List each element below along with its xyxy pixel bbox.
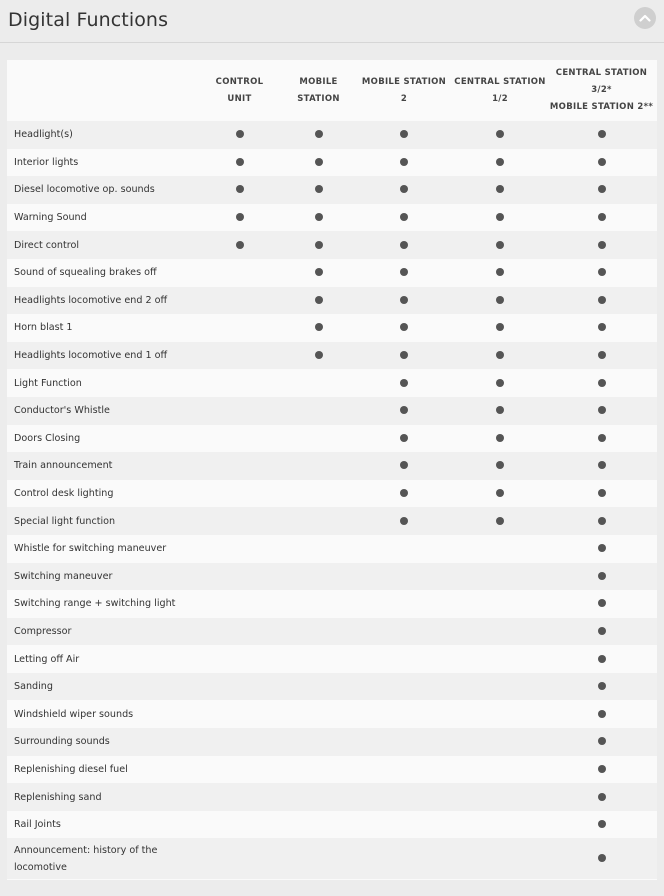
table-row [7, 673, 657, 701]
support-cell [283, 645, 354, 673]
support-cell [546, 811, 657, 839]
support-cell [196, 783, 283, 811]
support-cell [454, 369, 546, 397]
supported-dot-icon [400, 434, 408, 442]
supported-dot-icon [598, 599, 606, 607]
support-cell [454, 397, 546, 425]
column-header-device: CENTRAL STATION 3/2* MOBILE STATION 2** [549, 68, 654, 112]
support-cell [196, 645, 283, 673]
supported-dot-icon [598, 854, 606, 862]
support-cell [196, 700, 283, 728]
function-label: Horn blast 1 [7, 314, 196, 342]
supported-dot-icon [400, 296, 408, 304]
supported-dot-icon [315, 323, 323, 331]
supported-dot-icon [598, 737, 606, 745]
supported-dot-icon [315, 158, 323, 166]
support-cell [196, 590, 283, 618]
support-cell [546, 425, 657, 453]
support-cell [454, 231, 546, 259]
supported-dot-icon [598, 158, 606, 166]
column-header-function [7, 60, 196, 121]
supported-dot-icon [236, 185, 244, 193]
supported-dot-icon [598, 627, 606, 635]
collapse-button[interactable] [634, 7, 656, 29]
supported-dot-icon [496, 351, 504, 359]
table-row [7, 452, 657, 480]
support-cell [354, 645, 454, 673]
supported-dot-icon [400, 130, 408, 138]
support-cell [283, 563, 354, 591]
support-cell [454, 507, 546, 535]
table-row [7, 121, 657, 149]
supported-dot-icon [496, 406, 504, 414]
table-row [7, 259, 657, 287]
supported-dot-icon [496, 158, 504, 166]
supported-dot-icon [598, 185, 606, 193]
support-cell [283, 342, 354, 370]
support-cell [283, 149, 354, 177]
column-header-device: MOBILE STATION [297, 76, 340, 104]
support-cell [354, 204, 454, 232]
supported-dot-icon [496, 434, 504, 442]
support-cell [546, 452, 657, 480]
support-cell [283, 811, 354, 839]
support-cell [454, 700, 546, 728]
support-cell [196, 838, 283, 879]
support-cell [283, 369, 354, 397]
support-cell [196, 756, 283, 784]
chevron-up-icon [639, 13, 651, 23]
support-cell [354, 480, 454, 508]
supported-dot-icon [598, 213, 606, 221]
table-row [7, 563, 657, 591]
supported-dot-icon [598, 489, 606, 497]
support-cell [354, 783, 454, 811]
table-row [7, 176, 657, 204]
support-cell [283, 259, 354, 287]
support-cell [454, 480, 546, 508]
support-cell [546, 204, 657, 232]
function-label: Special light function [7, 507, 196, 535]
function-label: Announcement: history of the locomotive [7, 838, 196, 879]
support-cell [546, 700, 657, 728]
support-cell [196, 728, 283, 756]
support-cell [454, 425, 546, 453]
support-cell [546, 563, 657, 591]
support-cell [354, 673, 454, 701]
support-cell [546, 783, 657, 811]
support-cell [283, 590, 354, 618]
supported-dot-icon [598, 434, 606, 442]
support-cell [354, 314, 454, 342]
support-cell [283, 480, 354, 508]
supported-dot-icon [496, 213, 504, 221]
support-cell [354, 121, 454, 149]
supported-dot-icon [496, 185, 504, 193]
supported-dot-icon [496, 323, 504, 331]
supported-dot-icon [598, 406, 606, 414]
support-cell [354, 590, 454, 618]
supported-dot-icon [315, 351, 323, 359]
support-cell [454, 728, 546, 756]
support-cell [546, 176, 657, 204]
supported-dot-icon [598, 655, 606, 663]
supported-dot-icon [598, 351, 606, 359]
support-cell [283, 231, 354, 259]
support-cell [454, 563, 546, 591]
table-row [7, 535, 657, 563]
supported-dot-icon [400, 461, 408, 469]
supported-dot-icon [598, 820, 606, 828]
function-label: Control desk lighting [7, 480, 196, 508]
support-cell [196, 314, 283, 342]
function-label: Interior lights [7, 149, 196, 177]
table-row [7, 397, 657, 425]
table-row [7, 590, 657, 618]
supported-dot-icon [315, 213, 323, 221]
table-row [7, 811, 657, 839]
support-cell [196, 259, 283, 287]
supported-dot-icon [400, 158, 408, 166]
support-cell [354, 369, 454, 397]
supported-dot-icon [236, 130, 244, 138]
support-cell [354, 149, 454, 177]
supported-dot-icon [496, 517, 504, 525]
function-label: Sound of squealing brakes off [7, 259, 196, 287]
supported-dot-icon [315, 268, 323, 276]
function-label: Warning Sound [7, 204, 196, 232]
function-label: Direct control [7, 231, 196, 259]
support-cell [354, 700, 454, 728]
support-cell [283, 121, 354, 149]
support-cell [196, 231, 283, 259]
supported-dot-icon [598, 682, 606, 690]
support-cell [196, 452, 283, 480]
column-header-device: CENTRAL STATION 1/2 [454, 76, 546, 104]
table-row [7, 783, 657, 811]
supported-dot-icon [598, 544, 606, 552]
support-cell [454, 618, 546, 646]
support-cell [354, 259, 454, 287]
support-cell [283, 425, 354, 453]
support-cell [546, 342, 657, 370]
function-label: Light Function [7, 369, 196, 397]
support-cell [354, 563, 454, 591]
supported-dot-icon [496, 489, 504, 497]
support-cell [546, 645, 657, 673]
support-cell [546, 259, 657, 287]
support-cell [454, 287, 546, 315]
support-cell [354, 507, 454, 535]
supported-dot-icon [236, 241, 244, 249]
function-label: Whistle for switching maneuver [7, 535, 196, 563]
supported-dot-icon [598, 461, 606, 469]
supported-dot-icon [598, 268, 606, 276]
support-cell [196, 673, 283, 701]
function-label: Sanding [7, 673, 196, 701]
support-cell [196, 121, 283, 149]
function-label: Letting off Air [7, 645, 196, 673]
digital-functions-table [7, 60, 657, 879]
support-cell [283, 700, 354, 728]
table-row [7, 645, 657, 673]
support-cell [454, 452, 546, 480]
supported-dot-icon [598, 572, 606, 580]
support-cell [454, 121, 546, 149]
function-label: Switching range + switching light [7, 590, 196, 618]
support-cell [196, 397, 283, 425]
function-label: Headlights locomotive end 1 off [7, 342, 196, 370]
function-label: Windshield wiper sounds [7, 700, 196, 728]
support-cell [454, 314, 546, 342]
supported-dot-icon [400, 489, 408, 497]
table-row [7, 342, 657, 370]
support-cell [454, 645, 546, 673]
column-header-device: CONTROL UNIT [215, 76, 264, 104]
function-label: Diesel locomotive op. sounds [7, 176, 196, 204]
supported-dot-icon [598, 793, 606, 801]
support-cell [546, 590, 657, 618]
support-cell [283, 756, 354, 784]
support-cell [196, 507, 283, 535]
supported-dot-icon [496, 461, 504, 469]
support-cell [546, 369, 657, 397]
table-row [7, 838, 657, 879]
function-label: Switching maneuver [7, 563, 196, 591]
support-cell [354, 176, 454, 204]
support-cell [196, 287, 283, 315]
support-cell [354, 728, 454, 756]
supported-dot-icon [598, 130, 606, 138]
support-cell [546, 618, 657, 646]
table-row [7, 700, 657, 728]
support-cell [196, 563, 283, 591]
supported-dot-icon [598, 379, 606, 387]
support-cell [283, 452, 354, 480]
support-cell [283, 507, 354, 535]
supported-dot-icon [598, 710, 606, 718]
support-cell [196, 176, 283, 204]
support-cell [546, 756, 657, 784]
table-row [7, 149, 657, 177]
support-cell [196, 535, 283, 563]
function-label: Conductor's Whistle [7, 397, 196, 425]
support-cell [454, 342, 546, 370]
support-cell [283, 287, 354, 315]
support-cell [454, 811, 546, 839]
support-cell [454, 149, 546, 177]
support-cell [354, 452, 454, 480]
table-row [7, 287, 657, 315]
support-cell [546, 480, 657, 508]
support-cell [454, 673, 546, 701]
support-cell [354, 535, 454, 563]
supported-dot-icon [400, 241, 408, 249]
supported-dot-icon [400, 323, 408, 331]
table-body [7, 121, 657, 879]
support-cell [546, 673, 657, 701]
table-row [7, 204, 657, 232]
support-cell [354, 838, 454, 879]
table-row [7, 480, 657, 508]
section-title: Digital Functions [8, 9, 169, 31]
support-cell [546, 507, 657, 535]
support-cell [354, 342, 454, 370]
function-label: Doors Closing [7, 425, 196, 453]
support-cell [546, 149, 657, 177]
support-cell [283, 838, 354, 879]
support-cell [354, 231, 454, 259]
supported-dot-icon [496, 268, 504, 276]
supported-dot-icon [400, 351, 408, 359]
support-cell [546, 535, 657, 563]
support-cell [196, 811, 283, 839]
support-cell [354, 425, 454, 453]
support-cell [196, 342, 283, 370]
support-cell [283, 673, 354, 701]
support-cell [196, 480, 283, 508]
function-label: Replenishing diesel fuel [7, 756, 196, 784]
supported-dot-icon [236, 158, 244, 166]
support-cell [283, 618, 354, 646]
supported-dot-icon [236, 213, 244, 221]
supported-dot-icon [598, 323, 606, 331]
supported-dot-icon [496, 296, 504, 304]
support-cell [454, 535, 546, 563]
support-cell [283, 783, 354, 811]
supported-dot-icon [496, 130, 504, 138]
function-label: Replenishing sand [7, 783, 196, 811]
supported-dot-icon [598, 517, 606, 525]
support-cell [546, 728, 657, 756]
function-label: Surrounding sounds [7, 728, 196, 756]
support-cell [454, 783, 546, 811]
support-cell [283, 176, 354, 204]
support-cell [546, 121, 657, 149]
support-cell [354, 756, 454, 784]
support-cell [196, 425, 283, 453]
support-cell [283, 314, 354, 342]
table-row [7, 314, 657, 342]
support-cell [454, 176, 546, 204]
support-cell [354, 397, 454, 425]
support-cell [454, 204, 546, 232]
function-label: Headlight(s) [7, 121, 196, 149]
supported-dot-icon [315, 241, 323, 249]
table-row [7, 728, 657, 756]
support-cell [454, 838, 546, 879]
supported-dot-icon [598, 765, 606, 773]
section-header [0, 0, 664, 43]
support-cell [546, 287, 657, 315]
support-cell [196, 369, 283, 397]
support-cell [283, 397, 354, 425]
support-cell [283, 204, 354, 232]
table-row [7, 618, 657, 646]
function-label: Train announcement [7, 452, 196, 480]
support-cell [546, 231, 657, 259]
support-cell [283, 728, 354, 756]
function-label: Headlights locomotive end 2 off [7, 287, 196, 315]
supported-dot-icon [315, 296, 323, 304]
table-row [7, 756, 657, 784]
table-row [7, 425, 657, 453]
support-cell [283, 535, 354, 563]
support-cell [454, 259, 546, 287]
supported-dot-icon [400, 517, 408, 525]
supported-dot-icon [598, 241, 606, 249]
support-cell [454, 756, 546, 784]
support-cell [546, 838, 657, 879]
support-cell [354, 287, 454, 315]
supported-dot-icon [400, 379, 408, 387]
table-row [7, 231, 657, 259]
support-cell [546, 314, 657, 342]
column-header-device: MOBILE STATION 2 [361, 76, 447, 104]
supported-dot-icon [598, 296, 606, 304]
supported-dot-icon [496, 241, 504, 249]
support-cell [354, 811, 454, 839]
supported-dot-icon [400, 213, 408, 221]
supported-dot-icon [400, 268, 408, 276]
support-cell [196, 618, 283, 646]
table-header-row [7, 60, 657, 121]
supported-dot-icon [400, 185, 408, 193]
function-label: Rail Joints [7, 811, 196, 839]
supported-dot-icon [315, 130, 323, 138]
supported-dot-icon [496, 379, 504, 387]
table-row [7, 507, 657, 535]
support-cell [196, 204, 283, 232]
support-cell [196, 149, 283, 177]
support-cell [354, 618, 454, 646]
table-row [7, 369, 657, 397]
function-label: Compressor [7, 618, 196, 646]
support-cell [454, 590, 546, 618]
functions-table-panel [7, 60, 657, 880]
supported-dot-icon [400, 406, 408, 414]
supported-dot-icon [315, 185, 323, 193]
support-cell [546, 397, 657, 425]
